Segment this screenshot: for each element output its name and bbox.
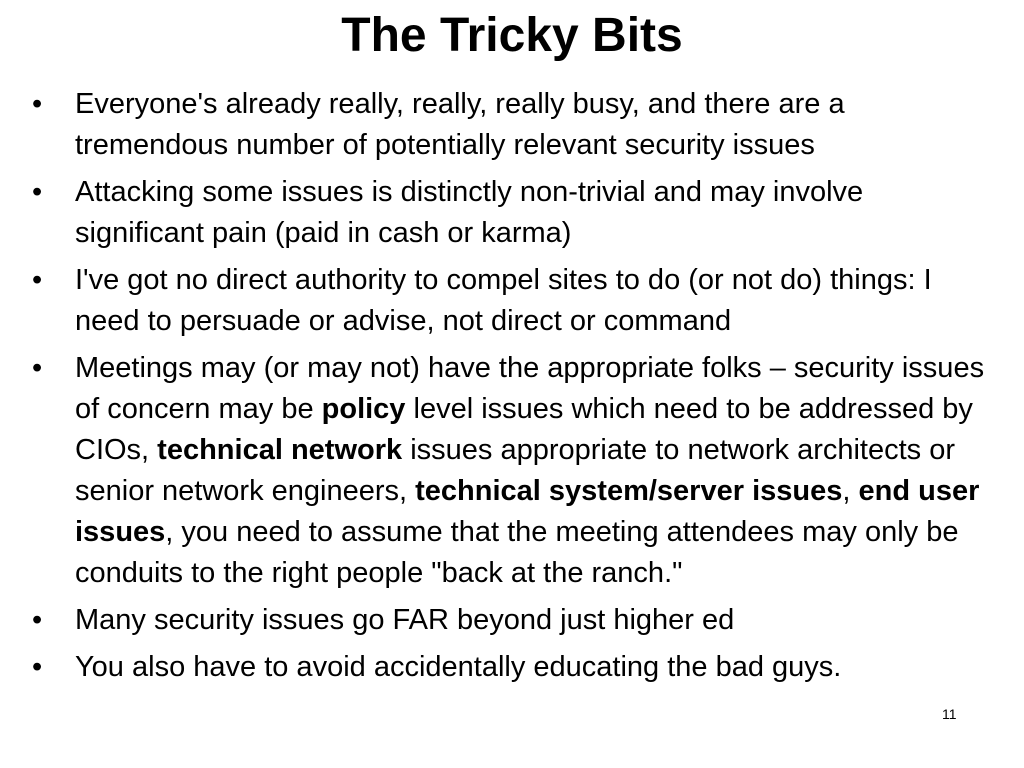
slide-title: The Tricky Bits [341, 9, 683, 62]
bullet-text: You also have to avoid accidentally educating the bad guys. [75, 651, 842, 683]
bold-term-technical-system-server-issues: technical system/server issues [415, 475, 843, 507]
bullet-text-segment: , [842, 475, 859, 507]
bullet-text: Many security issues go FAR beyond just higher ed [75, 604, 735, 636]
bullet-item [28, 260, 998, 342]
bullet-text-segment: level issues which need to be addressed by CIOs, [75, 393, 973, 466]
bullet-marker: • [32, 352, 43, 384]
bullet-item [28, 172, 998, 254]
bold-term-technical-network: technical network [157, 434, 403, 466]
bullet-item [28, 348, 998, 594]
bullet-text: Attacking some issues is distinctly non-trivial and may involve significant pain (paid in cash or karma) [75, 176, 864, 249]
bullet-item [28, 600, 998, 641]
bullet-text-segment: Meetings may (or may not) have the appropriate folks – security issues of concern may be [75, 352, 985, 425]
bullet-text-segment: , you need to assume that the meeting attendees may only be conduits to the right people "back at the ranch." [75, 516, 959, 589]
bullet-marker: • [32, 88, 43, 120]
bullet-item [28, 84, 998, 166]
bullet-list [28, 84, 998, 694]
page-number: 11 [942, 706, 957, 722]
bold-term-policy: policy [321, 393, 406, 425]
bullet-marker: • [32, 176, 43, 208]
bullet-marker: • [32, 651, 43, 683]
bullet-text: I've got no direct authority to compel sites to do (or not do) things: I need to persuade or advise, not direct or command [75, 264, 932, 337]
bullet-text: Everyone's already really, really, really busy, and there are a tremendous number of potentially relevant security issues [75, 88, 845, 161]
bullet-marker: • [32, 604, 43, 636]
bullet-marker: • [32, 264, 43, 296]
bullet-item [28, 647, 998, 688]
bullet-text [75, 352, 984, 589]
bold-term-end-user-issues: end user issues [75, 475, 980, 548]
bullet-text-segment: issues appropriate to network architects or senior network engineers, [75, 434, 956, 507]
